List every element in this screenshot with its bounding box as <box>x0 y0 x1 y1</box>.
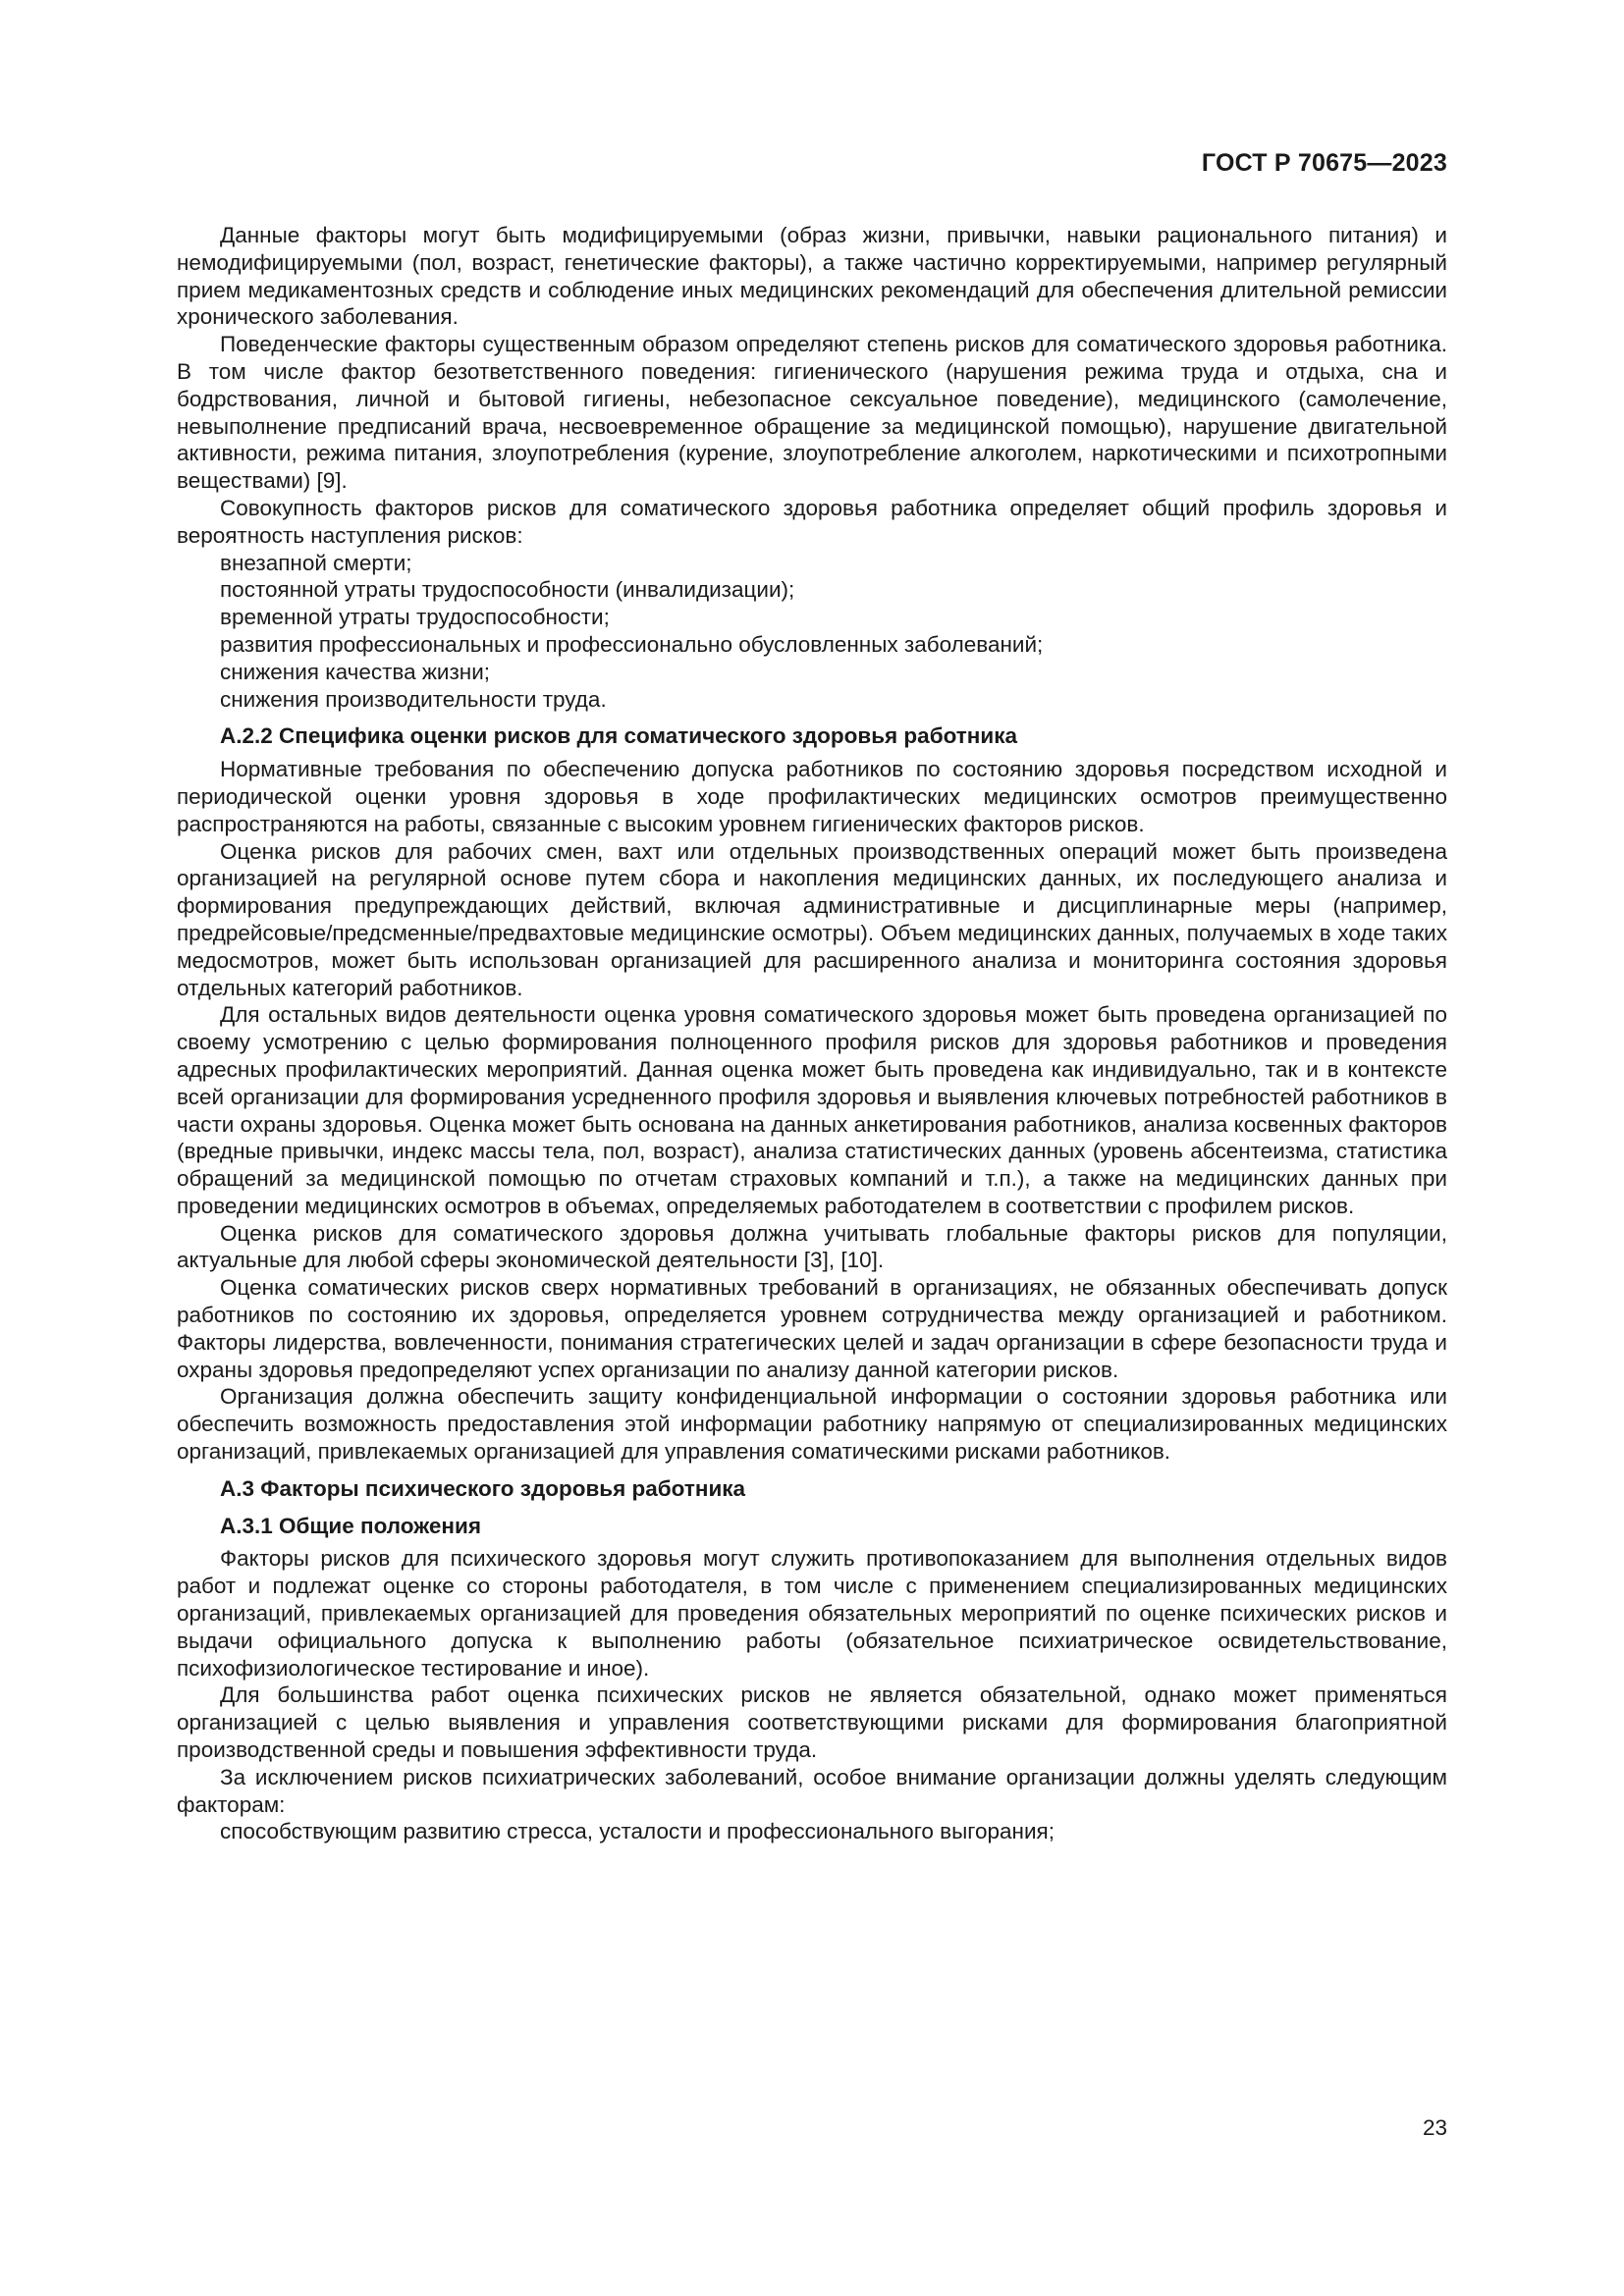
paragraph: За исключением рисков психиатрических заболеваний, особое внимание организации должны уделять следующим факторам: <box>177 1764 1447 1817</box>
paragraph: Данные факторы могут быть модифицируемыми (образ жизни, привычки, навыки рационального питания) и немодифицируемыми (пол, возраст, генетические факторы), а также частично корректируемыми, например регулярный прием медикаментозных средств и соблюдение иных медицинских рекомендаций для обеспечения длительной ремиссии хронического заболевания. <box>177 223 1447 330</box>
paragraph: Факторы рисков для психического здоровья могут служить противопоказанием для выполнения отдельных видов работ и подлежат оценке со стороны работодателя, в том числе с применением специализированных медицинских организаций, привлекаемых организацией для проведения обязательных мероприятий по оценке психических рисков и выдачи официального допуска к выполнению работы (обязательное психиатрическое освидетельствование, психофизиологическое тестирование и иное). <box>177 1546 1447 1681</box>
list-item: развития профессиональных и профессионально обусловленных заболеваний; <box>220 631 1044 657</box>
paragraph: Нормативные требования по обеспечению допуска работников по состоянию здоровья посредством исходной и периодической оценки уровня здоровья в ходе профилактических медицинских осмотров преимущественно распространяются на работы, связанные с высоким уровнем гигиенических факторов рисков. <box>177 757 1447 836</box>
document-body <box>177 222 1447 1845</box>
section-heading: А.2.2 Специфика оценки рисков для соматического здоровья работника <box>220 723 1017 749</box>
list-item: снижения качества жизни; <box>220 659 491 684</box>
section-heading: А.3 Факторы психического здоровья работника <box>220 1475 746 1501</box>
page-number: 23 <box>1422 2115 1447 2140</box>
list-item: постоянной утраты трудоспособности (инвалидизации); <box>220 577 795 603</box>
paragraph: Оценка рисков для соматического здоровья должна учитывать глобальные факторы рисков для популяции, актуальные для любой сферы экономической деятельности [3], [10]. <box>177 1220 1447 1273</box>
paragraph: Оценка рисков для рабочих смен, вахт или отдельных производственных операций может быть произведена организацией на регулярной основе путем сбора и накопления медицинских данных, их последующего анализа и формирования предупреждающих действий, включая административные и дисциплинарные меры (например, предрейсовые/предсменные/предвахтовые медицинские осмотры). Объем медицинских данных, получаемых в ходе таких медосмотров, может быть использован организацией для расширенного анализа и мониторинга состояния здоровья отдельных категорий работников. <box>177 838 1447 1000</box>
list-item: временной утраты трудоспособности; <box>220 605 610 630</box>
section-heading: А.3.1 Общие положения <box>220 1513 481 1538</box>
paragraph: Поведенческие факторы существенным образом определяют степень рисков для соматического здоровья работника. В том числе фактор безответственного поведения: гигиенического (нарушения режима труда и отдыха, сна и бодрствования, личной и бытовой гигиены, небезопасное сексуальное поведение), медицинского (самолечение, невыполнение предписаний врача, несвоевременное обращение за медицинской помощью), нарушение двигательной активности, режима питания, злоупотребления (курение, злоупотребление алкоголем, наркотическими и психотропными веществами) [9]. <box>177 332 1447 494</box>
paragraph: Оценка соматических рисков сверх нормативных требований в организациях, не обязанных обеспечивать допуск работников по состоянию их здоровья, определяется уровнем сотрудничества между организацией и работником. Факторы лидерства, вовлеченности, понимания стратегических целей и задач организации в сфере безопасности труда и охраны здоровья предопределяют успех организации по анализу данной категории рисков. <box>177 1275 1447 1382</box>
paragraph: Совокупность факторов рисков для соматического здоровья работника определяет общий профиль здоровья и вероятность наступления рисков: <box>177 495 1447 548</box>
list-item: внезапной смерти; <box>220 550 412 575</box>
paragraph: Для большинства работ оценка психических рисков не является обязательной, однако может применяться организацией с целью выявления и управления соответствующими рисками для формирования благоприятной производственной среды и повышения эффективности труда. <box>177 1682 1447 1763</box>
list-item: способствующим развитию стресса, усталости и профессионального выгорания; <box>220 1819 1055 1844</box>
paragraph: Организация должна обеспечить защиту конфиденциальной информации о состоянии здоровья работника или обеспечить возможность предоставления этой информации работнику напрямую от специализированных медицинских организаций, привлекаемых организацией для управления соматическими рисками работников. <box>177 1384 1447 1465</box>
document-code-header: ГОСТ Р 70675—2023 <box>1201 149 1447 177</box>
paragraph: Для остальных видов деятельности оценка уровня соматического здоровья может быть проведена организацией по своему усмотрению с целью формирования полноценного профиля рисков для здоровья работников и проведения адресных профилактических мероприятий. Данная оценка может быть проведена как индивидуально, так и в контексте всей организации для формирования усредненного профиля здоровья и выявления ключевых потребностей работников в части охраны здоровья. Оценка может быть основана на данных анкетирования работников, анализа косвенных факторов (вредные привычки, индекс массы тела, пол, возраст), анализа статистических данных (уровень абсентеизма, статистика обращений за медицинской помощью по отчетам страховых компаний и т.п.), а также на медицинских данных при проведении медицинских осмотров в объемах, определяемых работодателем в соответствии с профилем рисков. <box>177 1002 1447 1218</box>
list-item: снижения производительности труда. <box>220 686 607 712</box>
